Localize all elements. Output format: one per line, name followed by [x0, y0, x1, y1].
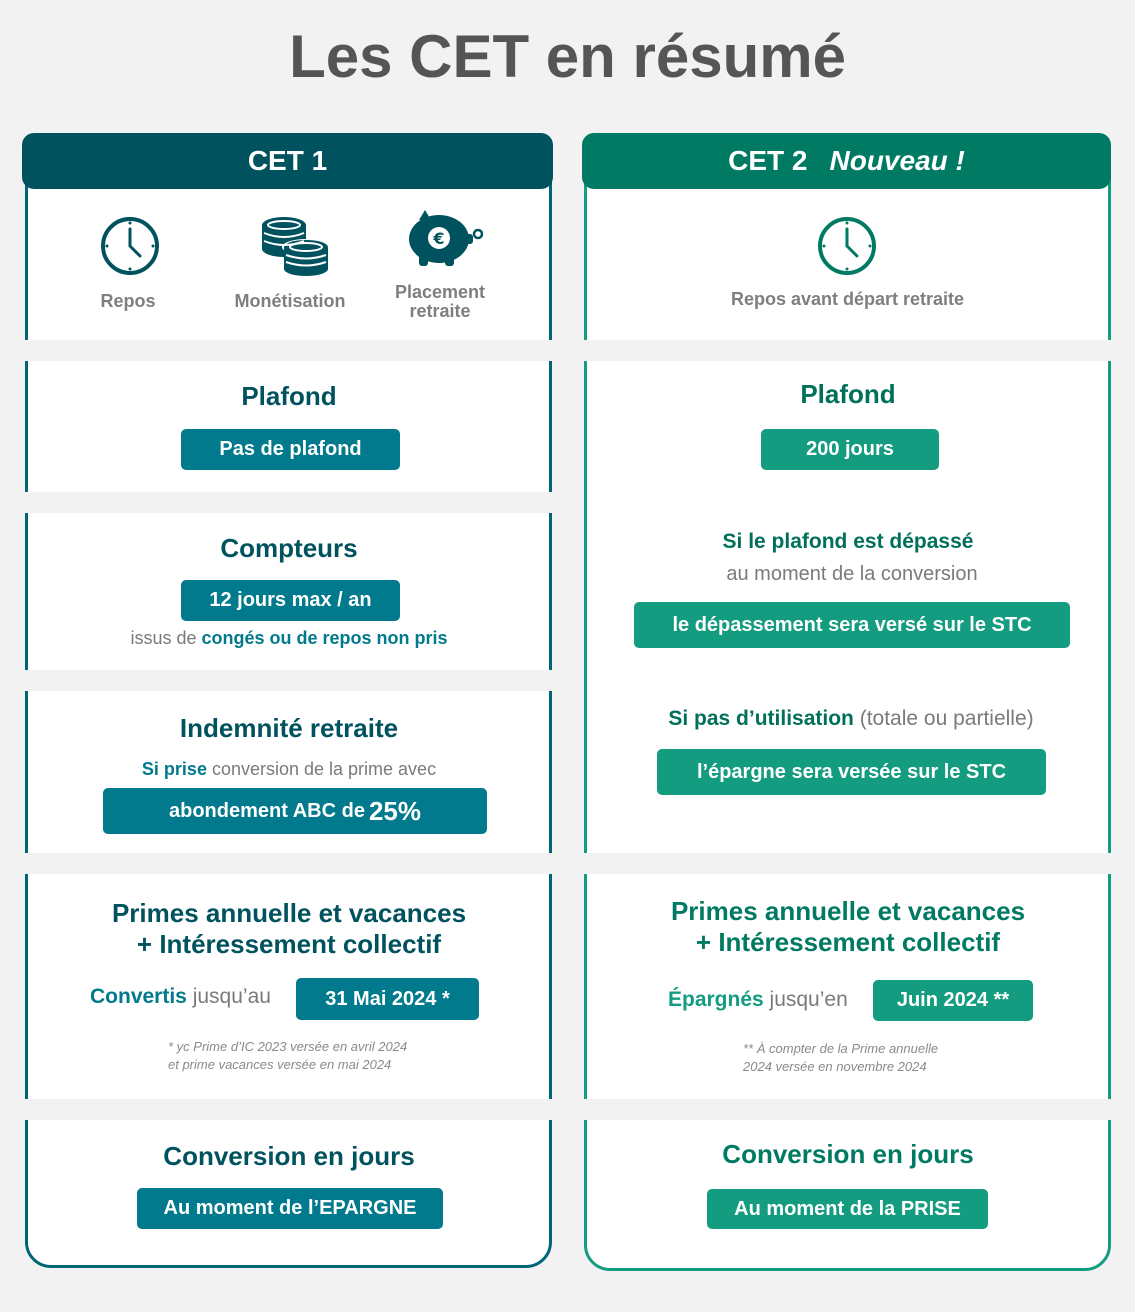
- coins-icon: [260, 215, 332, 277]
- cet1-header: [22, 133, 553, 189]
- cet2-depasse-line2: au moment de la conversion: [726, 563, 978, 585]
- use-label-repos-retraite: Repos avant départ retraite: [730, 289, 965, 309]
- use-label-placement-line2: retraite: [409, 301, 471, 321]
- cet2-primes-footnote: [743, 1040, 938, 1076]
- footnote-line1: * yc Prime d’IC 2023 versée en avril 2024: [168, 1039, 408, 1054]
- cet2-depasse-line1: Si le plafond est dépassé: [722, 530, 974, 553]
- cet1-primes-title: [28, 898, 550, 960]
- footnote-line2: 2024 versée en novembre 2024: [743, 1059, 927, 1074]
- page-title: Les CET en résumé: [289, 23, 846, 90]
- use-label-repos: Repos: [100, 291, 156, 311]
- cet1-conversion-value: Au moment de l’EPARGNE: [137, 1188, 443, 1229]
- footnote-line2: et prime vacances versée en mai 2024: [168, 1057, 392, 1072]
- cet1-plafond-value: Pas de plafond: [181, 429, 400, 470]
- footnote-line1: ** À compter de la Prime annuelle: [743, 1041, 939, 1056]
- use-label-placement: [385, 283, 495, 321]
- section-divider: [20, 1099, 560, 1120]
- primes-title-line1: Primes annuelle et vacances: [670, 896, 1026, 926]
- note-strong: congés ou de repos non pris: [201, 628, 448, 648]
- cet2-header-label: CET 2: [728, 145, 808, 176]
- condition-strong: Si pas d’utilisation: [668, 707, 854, 730]
- cet2-plafond-title: Plafond: [800, 379, 896, 409]
- section-divider: [578, 853, 1118, 874]
- section-divider: [578, 1099, 1118, 1120]
- clock-icon: [817, 216, 877, 276]
- condition-strong: Si prise: [141, 759, 207, 779]
- cet2-primes-action: [668, 988, 848, 1012]
- cet2-primes-title: [587, 896, 1109, 958]
- cet1-primes-action: [90, 985, 271, 1009]
- cet1-primes-footnote: [168, 1038, 407, 1074]
- cet1-conversion-title: Conversion en jours: [163, 1141, 415, 1171]
- condition-rest: (totale ou partielle): [853, 707, 1034, 730]
- primes-title-line2: + Intéressement collectif: [136, 929, 442, 959]
- section-divider: [20, 340, 560, 361]
- nouveau-badge: Nouveau !: [829, 145, 965, 176]
- svg-text:€: €: [433, 229, 445, 248]
- cet2-plafond-value: 200 jours: [761, 429, 939, 470]
- cet2-depasse-value: le dépassement sera versé sur le STC: [634, 602, 1070, 648]
- action-strong: Épargnés: [668, 988, 764, 1011]
- cet1-compteurs-title: Compteurs: [220, 533, 358, 563]
- primes-title-line1: Primes annuelle et vacances: [111, 898, 467, 928]
- primes-title-line2: + Intéressement collectif: [695, 927, 1001, 957]
- clock-icon: [100, 216, 160, 276]
- note-prefix: issus de: [130, 628, 202, 648]
- use-label-monetisation: Monétisation: [234, 291, 346, 311]
- action-strong: Convertis: [90, 985, 187, 1008]
- use-label-placement-line1: Placement: [394, 282, 486, 302]
- cet2-primes-date: Juin 2024 **: [873, 980, 1033, 1021]
- cet2-header: [582, 133, 1111, 189]
- cet1-compteurs-note: [28, 628, 550, 649]
- cet1-primes-date: 31 Mai 2024 *: [296, 978, 479, 1020]
- cet2-utilisation-condition: [587, 707, 1115, 731]
- cet1-indemnite-value: [103, 788, 487, 834]
- cet2-conversion-title: Conversion en jours: [722, 1139, 974, 1169]
- abondement-percent: 25%: [368, 795, 421, 826]
- cet1-compteurs-value: 12 jours max / an: [181, 580, 400, 621]
- condition-rest: conversion de la prime avec: [206, 759, 437, 779]
- cet2-utilisation-value: l’épargne sera versée sur le STC: [657, 749, 1046, 795]
- action-rest: jusqu’en: [763, 988, 848, 1011]
- cet1-indemnite-condition: [28, 759, 550, 780]
- section-divider: [20, 853, 560, 874]
- cet1-plafond-title: Plafond: [241, 381, 337, 411]
- cet1-header-label: CET 1: [247, 145, 328, 176]
- section-divider: [20, 492, 560, 513]
- cet2-conversion-value: Au moment de la PRISE: [707, 1189, 988, 1229]
- action-rest: jusqu’au: [186, 985, 271, 1008]
- piggy-bank-icon: [405, 208, 485, 268]
- section-divider: [20, 670, 560, 691]
- section-divider: [578, 340, 1118, 361]
- cet1-indemnite-title: Indemnité retraite: [179, 713, 399, 743]
- abondement-label: abondement ABC de: [169, 799, 365, 822]
